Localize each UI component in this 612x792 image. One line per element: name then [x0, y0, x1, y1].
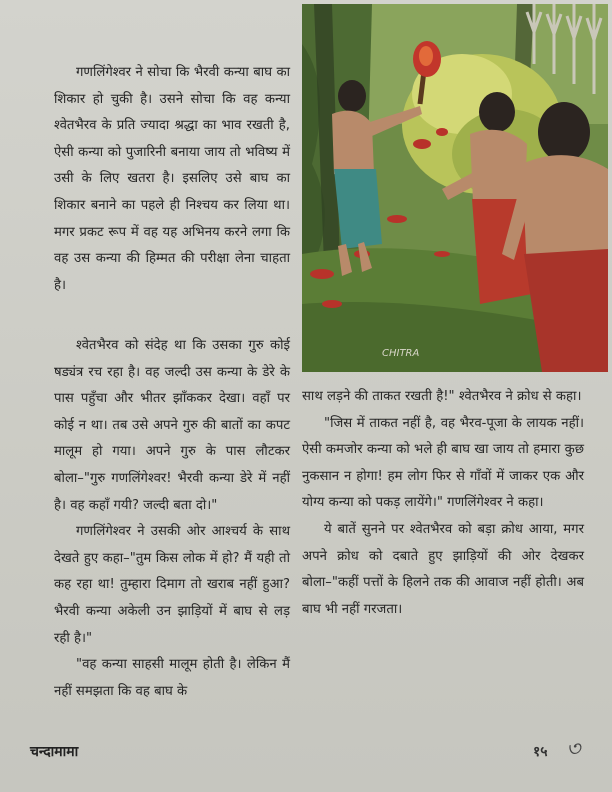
left-column-top — [54, 60, 290, 299]
story-illustration — [302, 4, 608, 372]
page-number: १५ — [533, 744, 548, 760]
paragraph: ये बातें सुनने पर श्वेतभैरव को बड़ा क्रोध आया, मगर अपने क्रोध को दबाते हुए झाड़ियों की ओर देखकर बोला–"कहीं पत्तों के हिलने तक की आवाज नहीं होती। अब बाघ भी नहीं गरजता। — [302, 521, 584, 617]
magazine-name: चन्दामामा — [30, 744, 79, 760]
paragraph: गणलिंगेश्वर ने सोचा कि भैरवी कन्या बाघ का शिकार हो चुकी है। उसने सोचा कि वह कन्या श्वेतभैरव के प्रति ज्यादा श्रद्धा का भाव रखती है, ऐसी कन्या को पुजारिनी बनाया जाय तो भविष्य में उसी के लिए खतरा है। इसलिए उसे बाघ का शिकार बनाने का पहले ही निश्चय कर लिया था। मगर प्रकट रूप में वह यह अभिनय करने लगा कि वह उस कन्या की हिम्मत की परीक्षा लेना चाहता है। — [54, 65, 290, 293]
illustrator-signature: CHITRA — [382, 348, 420, 359]
paragraph: "वह कन्या साहसी मालूम होती है। लेकिन मैं नहीं समझता कि वह बाघ के — [54, 657, 290, 699]
paragraph: "जिस में ताकत नहीं है, वह भैरव-पूजा के लायक नहीं। ऐसी कमजोर कन्या को भले ही बाघ खा जाय तो हमारा कुछ नुकसान न होगा! हम लोग फिर से गाँवों में जाकर एक और योग्य कन्या को पकड़ लायेंगे।" गणलिंगेश्वर ने कहा। — [302, 415, 584, 511]
paragraph: गणलिंगेश्वर ने उसकी ओर आश्चर्य के साथ देखते हुए कहा–"तुम किस लोक में हो? मैं यही तो कह रहा था! तुम्हारा दिमाग तो खराब नहीं हुआ? भैरवी कन्या अकेली उन झाड़ियों में बाघ से लड़ रही है।" — [54, 524, 290, 646]
left-column-bottom — [54, 333, 290, 705]
paragraph: साथ लड़ने की ताकत रखती है!" श्वेतभैरव ने क्रोध से कहा। — [302, 389, 582, 404]
paragraph: श्वेतभैरव को संदेह था कि उसका गुरु कोई षड्यंत्र रच रहा है। वह जल्दी उस कन्या के डेरे के पास पहुँचा और भीतर झाँककर देखा। वहाँ पर कोई न था। तब उसे अपने गुरु की बातों का कपट मालूम हो गया। अपने गुरु के पास लौटकर बोला–"गुरु गणलिंगेश्वर! भैरवी कन्या डेरे में नहीं है। वह कहाँ गयी? जल्दी बता दो।" — [54, 338, 290, 513]
right-column — [302, 384, 584, 623]
illustration-drawing — [302, 4, 608, 372]
pencil-mark: ৩ — [566, 737, 581, 762]
